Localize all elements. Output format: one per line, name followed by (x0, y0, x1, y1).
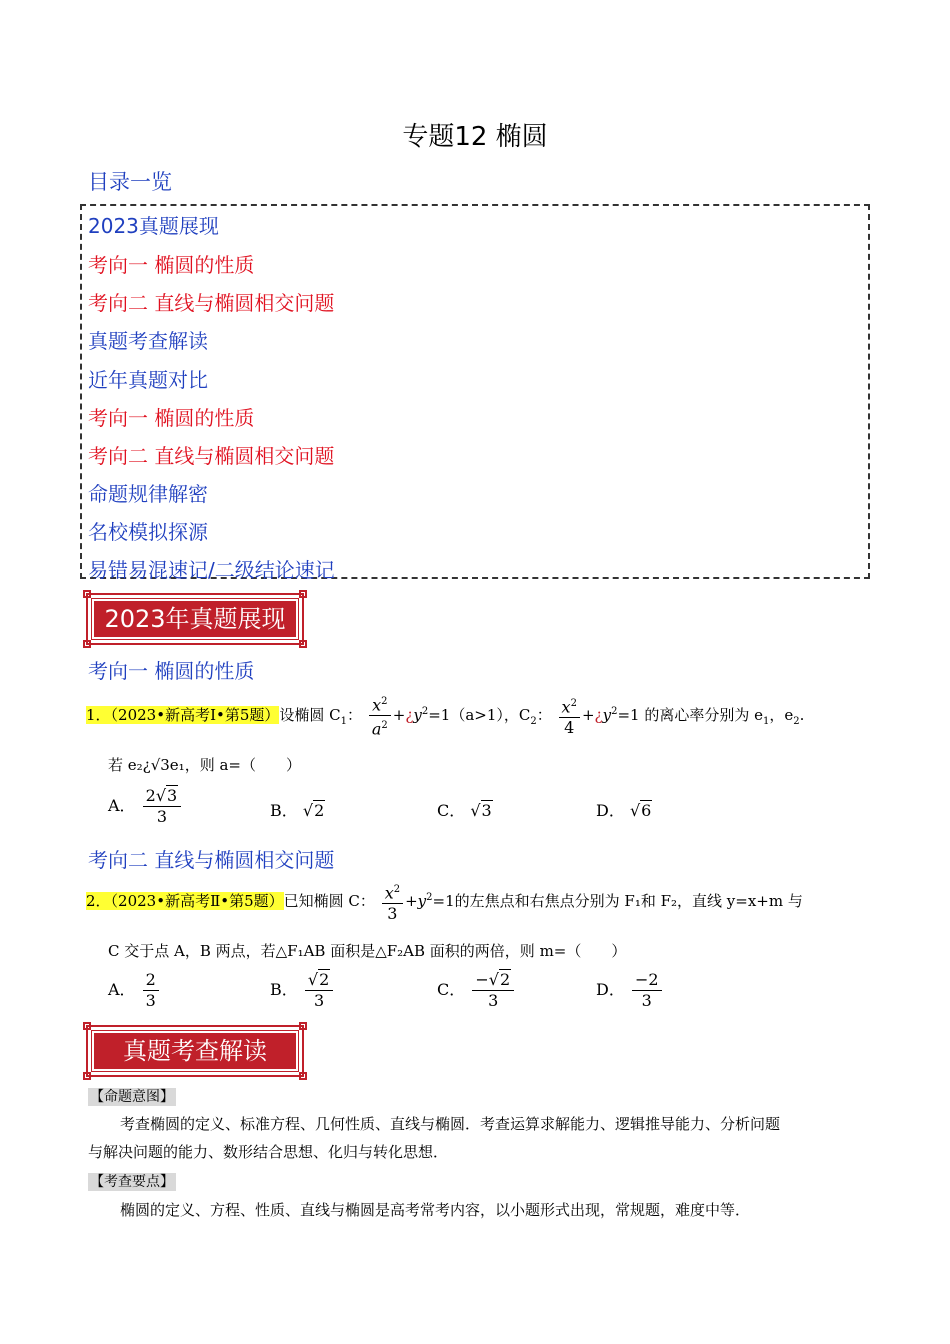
toc-item[interactable]: 名校模拟探源 (88, 520, 208, 544)
tag-intent: 【命题意图】 (90, 1089, 174, 1105)
banner-corner-ornament (83, 590, 91, 598)
section-banner (86, 593, 304, 645)
option-b[interactable]: B． $\frac{√2}{3}$ (270, 970, 335, 1011)
banner-label: 2023年真题展现 (92, 599, 298, 639)
toc-item[interactable]: 考向二 直线与椭圆相交问题 (88, 291, 335, 315)
question-1: 1．（2023•新高考Ⅰ•第5题）设椭圆 $C_1$： $\frac{x^2}{a^2}$ $+¿y^2=1(a>1)$，$C_2$： $\frac{x^2}{4}$ $+¿y^2=1$ 的离心率分别为 $e_1$，$e_2$. (86, 692, 804, 740)
question-1-line2: 若 e₂¿√3e₁，则 a=（ ） (108, 756, 301, 774)
option-a[interactable]: A． $\frac{2}{3}$ (108, 970, 161, 1011)
banner-label: 真题考查解读 (92, 1031, 298, 1071)
tag-keypoints: 【考查要点】 (90, 1174, 174, 1190)
fraction: $\frac{x^2}{4}$ (559, 694, 580, 738)
fraction: $\frac{x^2}{a^2}$ (369, 692, 391, 740)
option-d[interactable]: D． √6 (596, 801, 652, 820)
toc-item[interactable]: 考向一 椭圆的性质 (88, 253, 255, 277)
banner-corner-ornament (299, 640, 307, 648)
toc-item[interactable]: 易错易混速记/二级结论速记 (88, 558, 335, 582)
option-a[interactable]: A． $\frac{2√3}{3}$ (108, 786, 183, 827)
section-heading: 考向二 直线与椭圆相交问题 (88, 848, 335, 872)
paragraph: 椭圆的定义、方程、性质、直线与椭圆是高考常考内容，以小题形式出现，常规题，难度中等． (120, 1201, 751, 1219)
paragraph: 与解决问题的能力、数形结合思想、化归与转化思想． (88, 1143, 449, 1161)
question-source-tag: 1．（2023•新高考Ⅰ•第5题） (86, 705, 280, 724)
banner-corner-ornament (83, 1072, 91, 1080)
toc-item[interactable]: 真题考查解读 (88, 329, 208, 353)
banner-corner-ornament (83, 1022, 91, 1030)
banner-corner-ornament (299, 1022, 307, 1030)
toc-item[interactable]: 2023真题展现 (88, 214, 219, 238)
section-heading: 考向一 椭圆的性质 (88, 659, 255, 683)
toc-item[interactable]: 近年真题对比 (88, 368, 208, 392)
banner-corner-ornament (83, 640, 91, 648)
toc-box (80, 204, 870, 582)
toc-item[interactable]: 考向二 直线与椭圆相交问题 (88, 444, 335, 468)
option-d[interactable]: D． $\frac{-2}{3}$ (596, 970, 664, 1011)
question-2: 2．（2023•新高考Ⅱ•第5题）已知椭圆 C： $\frac{x^2}{3}$ $+y^2=1$的左焦点和右焦点分别为 F₁和 F₂，直线 y=x+m 与 (86, 880, 803, 924)
question-2-line2: C 交于点 A，B 两点，若△F₁AB 面积是△F₂AB 面积的两倍，则 m=（ ） (108, 942, 627, 960)
fraction: $\frac{x^2}{3}$ (382, 880, 403, 924)
banner-corner-ornament (299, 590, 307, 598)
toc-item[interactable]: 考向一 椭圆的性质 (88, 406, 255, 430)
option-c[interactable]: C． $\frac{-√2}{3}$ (437, 970, 516, 1011)
question-source-tag: 2．（2023•新高考Ⅱ•第5题） (86, 892, 284, 911)
paragraph: 考查椭圆的定义、标准方程、几何性质、直线与椭圆．考查运算求解能力、逻辑推导能力、分析问题 (120, 1115, 781, 1133)
toc-heading: 目录一览 (88, 170, 172, 194)
toc-item[interactable]: 命题规律解密 (88, 482, 208, 506)
banner-corner-ornament (299, 1072, 307, 1080)
option-b[interactable]: B． √2 (270, 801, 325, 820)
option-c[interactable]: C． √3 (437, 801, 492, 820)
page-title: 专题12 椭圆 (402, 122, 548, 152)
section-banner (86, 1025, 304, 1077)
